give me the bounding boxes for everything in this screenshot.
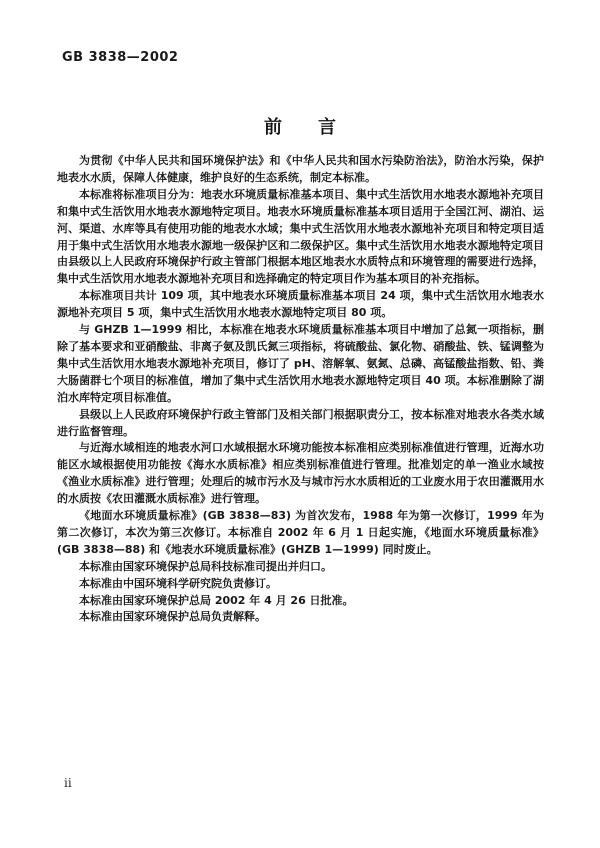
foreword-paragraph: 本标准项目共计 109 项，其中地表水环境质量标准基本项目 24 项，集中式生活饮用水地表水源地补充项目 5 项，集中式生活饮用水地表水源地特定项目 80 项。	[57, 289, 544, 320]
foreword-paragraph: 本标准由国家环境保护总局 2002 年 4 月 26 日批准。	[79, 593, 354, 607]
foreword-body	[57, 153, 544, 626]
page-number: ii	[64, 776, 72, 790]
foreword-paragraph: 本标准将标准项目分为：地表水环境质量标准基本项目、集中式生活饮用水地表水源地补充项目和集中式生活饮用水地表水源地特定项目。地表水环境质量标准基本项目适用于全国江河、湖泊、运河、渠道、水库等具有使用功能的地表水水域；集中式生活饮用水地表水源地补充项目和特定项目适用于集中式生活饮用水地表水源地一级保护区和二级保护区。集中式生活饮用水地表水源地特定项目由县级以上人民政府环境保护行政主管部门根据本地区地表水水质特点和环境管理的需要进行选择，集中式生活饮用水地表水源地补充项目和选择确定的特定项目作为基本项目的补充指标。	[57, 187, 544, 286]
foreword-paragraph: 本标准由国家环境保护总局科技标准司提出并归口。	[79, 559, 332, 573]
foreword-paragraph: 本标准由国家环境保护总局负责解释。	[79, 610, 266, 624]
foreword-title: 前 言	[264, 117, 336, 138]
foreword-paragraph: 县级以上人民政府环境保护行政主管部门及相关部门根据职责分工，按本标准对地表水各类水域进行监督管理。	[57, 407, 544, 438]
foreword-paragraph: 与 GHZB 1—1999 相比，本标准在地表水环境质量标准基本项目中增加了总氮一项指标，删除了基本要求和亚硝酸盐、非离子氨及凯氏氮三项指标，将硫酸盐、氯化物、硝酸盐、铁、锰调整为集中式生活饮用水地表水源地补充项目，修订了 pH、溶解氧、氨氮、总磷、高锰酸盐指数、铅、粪大肠菌群七个项目的标准值，增加了集中式生活饮用水地表水源地特定项目 40 项。本标准删除了湖泊水库特定项目标准值。	[57, 323, 544, 404]
foreword-paragraph: 《地面水环境质量标准》(GB 3838—83) 为首次发布，1988 年为第一次修订，1999 年为第二次修订，本次为第三次修订。本标准自 2002 年 6 月 1 日起实施，《地面水环境质量标准》(GB 3838—88) 和《地表水环境质量标准》(GHZB 1—1999) 同时废止。	[57, 509, 544, 556]
foreword-paragraph: 与近海水域相连的地表水河口水域根据水环境功能按本标准相应类别标准值进行管理，近海水功能区水域根据使用功能按《海水水质标准》相应类别标准值进行管理。批准划定的单一渔业水域按《渔业水质标准》进行管理；处理后的城市污水及与城市污水水质相近的工业废水用于农田灌溉用水的水质按《农田灌溉水质标准》进行管理。	[57, 441, 544, 506]
standard-number: GB 3838—2002	[62, 50, 179, 65]
foreword-paragraph: 为贯彻《中华人民共和国环境保护法》和《中华人民共和国水污染防治法》，防治水污染，保护地表水水质，保障人体健康，维护良好的生态系统，制定本标准。	[57, 154, 544, 184]
foreword-paragraph: 本标准由中国环境科学研究院负责修订。	[79, 576, 277, 590]
